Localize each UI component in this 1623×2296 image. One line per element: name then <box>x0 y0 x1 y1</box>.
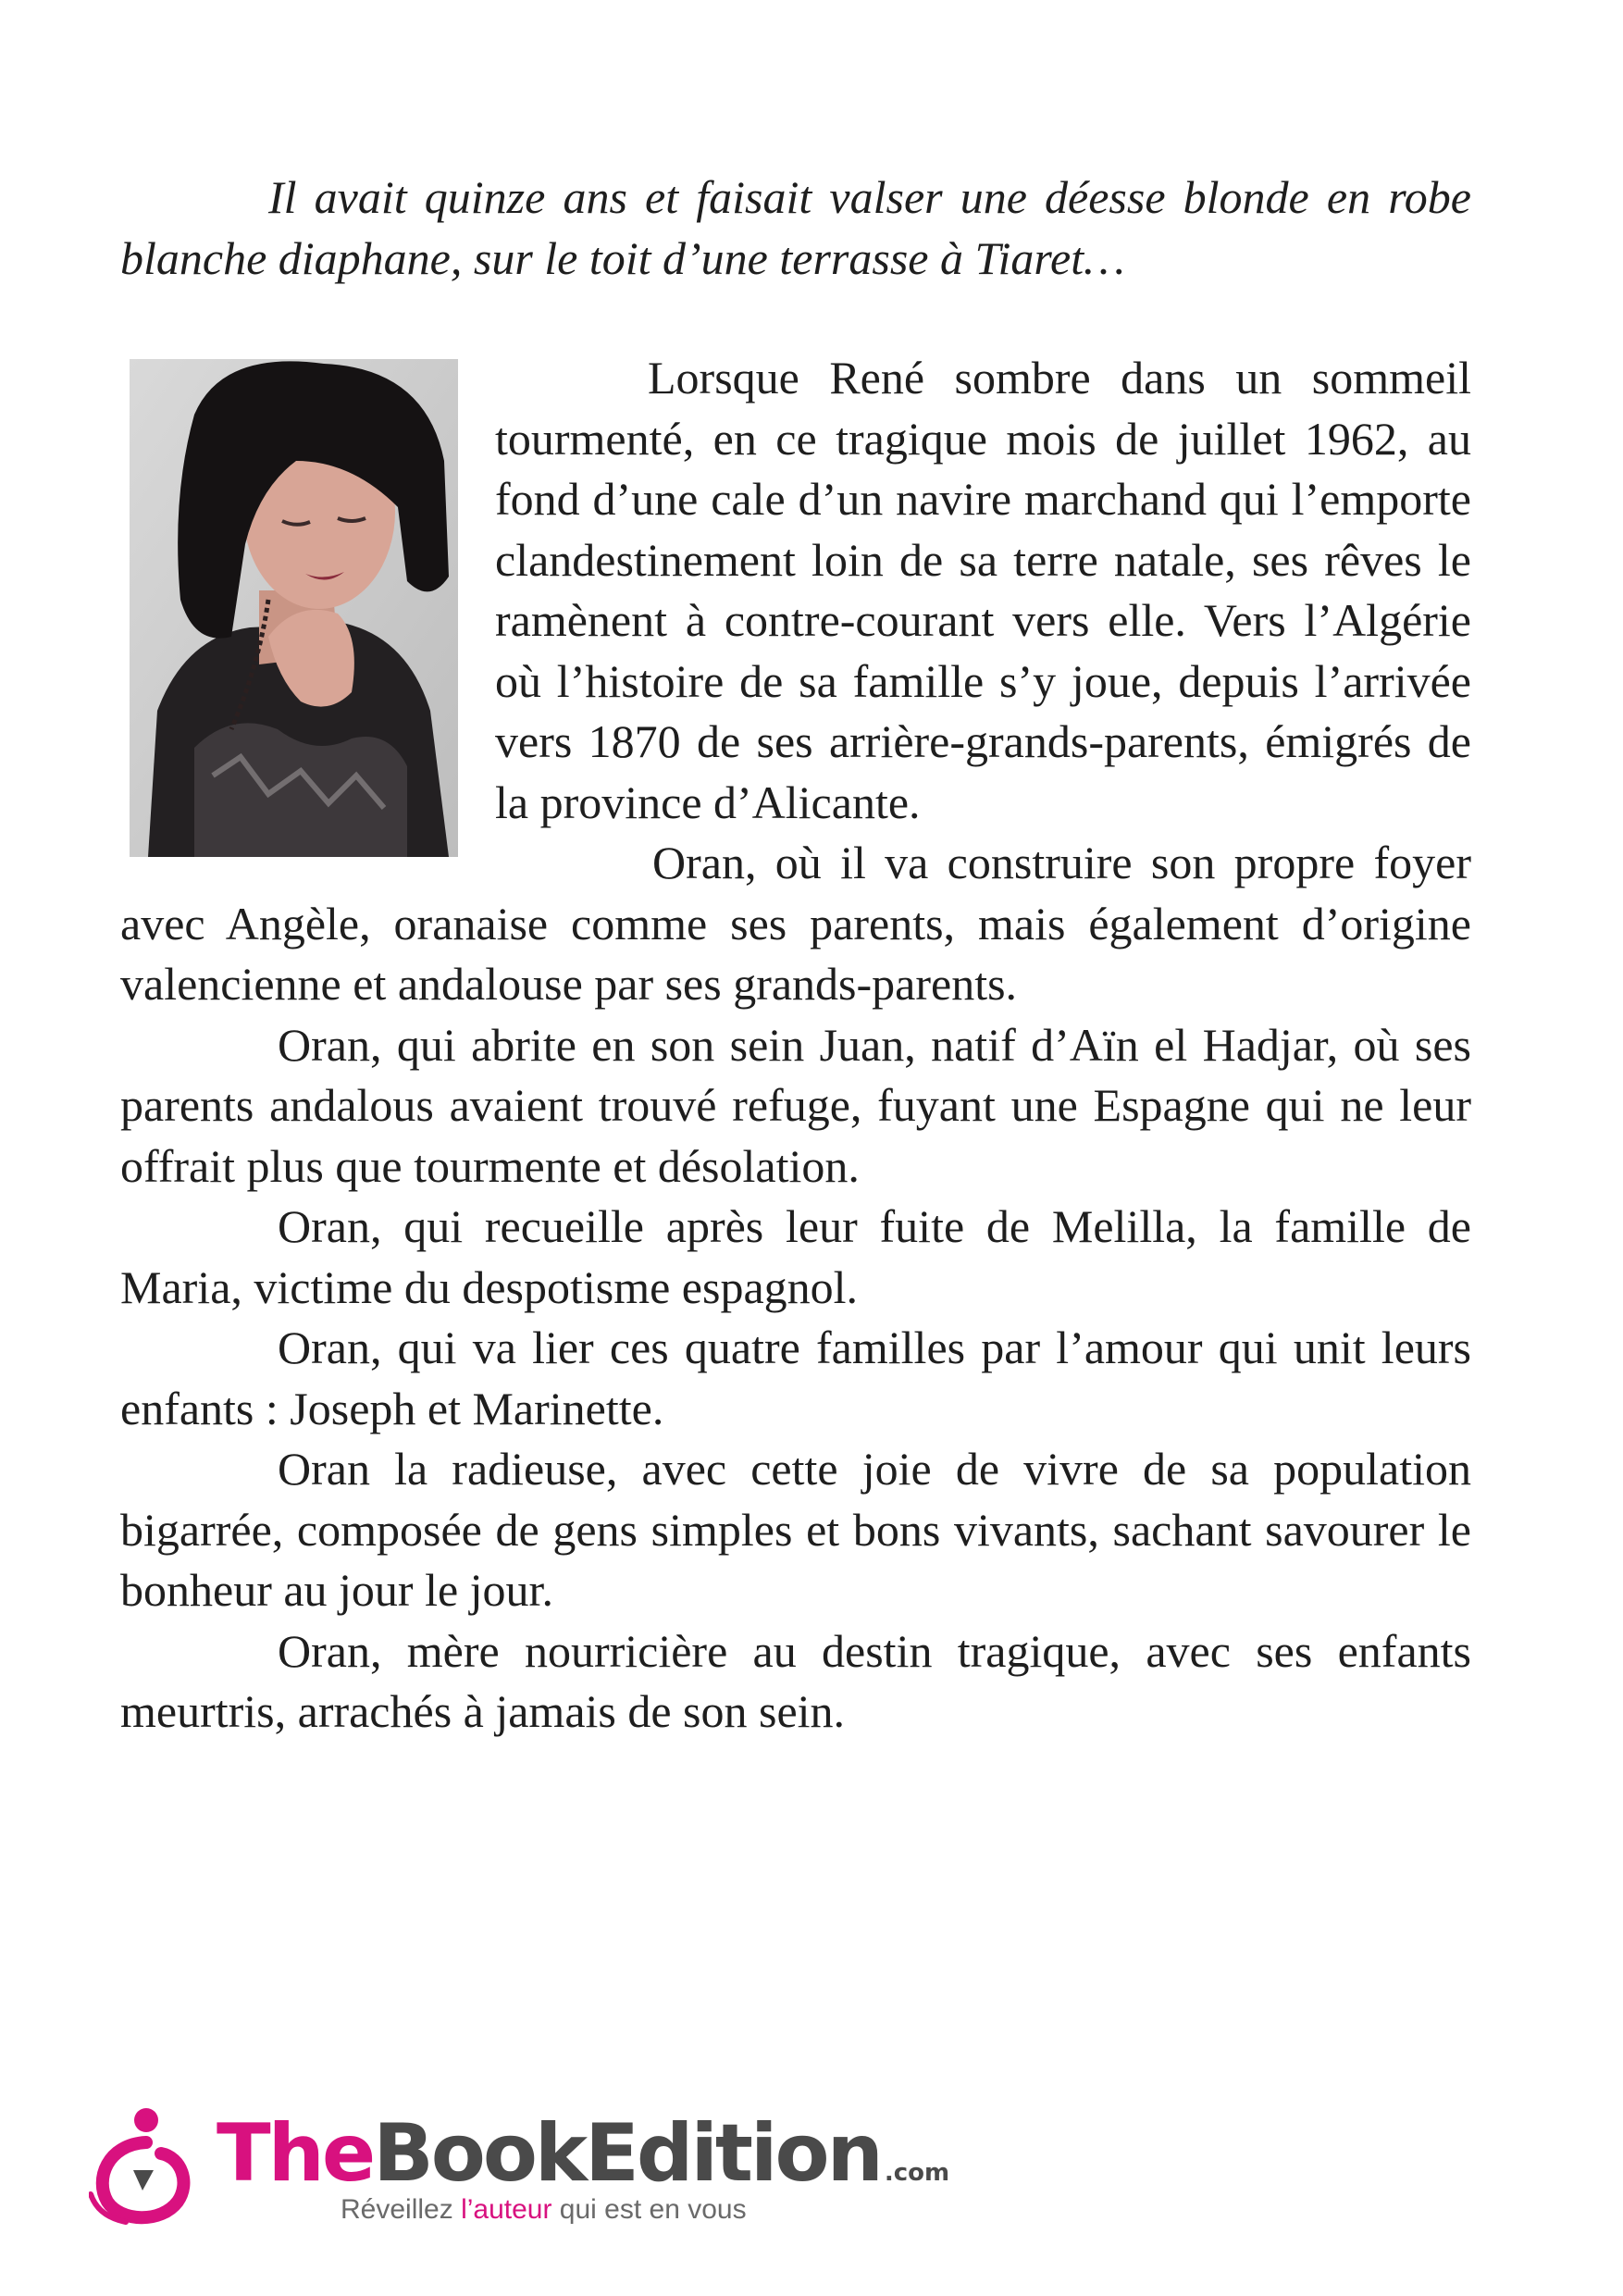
paragraph: Oran, mère nourricière au destin tragique, avec ses enfants meurtris, arrachés à jamais de son sein. <box>120 1624 1471 1737</box>
intro-quote: Il avait quinze ans et faisait valser une déesse blonde en robe blanche diaphane, sur le toit d’une terrasse à Tiaret… <box>120 171 1471 284</box>
paragraph: Oran la radieuse, avec cette joie de vivre de sa population bigarrée, composée de gens simples et bons vivants, sachant savourer le bonheur au jour le jour. <box>120 1443 1471 1616</box>
paragraph: Oran, qui recueille après leur fuite de Melilla, la famille de Maria, victime du despotisme espagnol. <box>120 1200 1471 1313</box>
paragraph: Lorsque René sombre dans un sommeil tourmenté, en ce tragique mois de juillet 1962, au fond d’une cale d’un navire marchand qui l’emporte clandestinement loin de sa terre natale, ses rêves le ramènent à contre-courant vers elle. Vers l’Algérie où l’histoire de sa famille s’y joue, depuis l’arrivée vers 1870 de ses arrière-grands-parents, émigrés de la province d’Alicante. <box>495 352 1471 828</box>
logo-book: Book <box>373 2107 586 2200</box>
tagline-accent: l’auteur <box>461 2194 552 2225</box>
paragraph: Oran, qui abrite en son sein Juan, natif d’Aïn el Hadjar, où ses parents andalous avaient trouvé refuge, fuyant une Espagne qui ne leur offrait plus que tourmente et désolation. <box>120 1018 1471 1192</box>
logo-edition: Edition <box>585 2107 881 2200</box>
logo-tagline <box>341 2194 747 2226</box>
paragraph: Oran, où il va construire son propre foyer avec Angèle, oranaise comme ses parents, mais également d’origine valencienne et andalouse par ses grands-parents. <box>120 837 1471 1010</box>
publisher-logo <box>89 2105 950 2235</box>
logo-the: The <box>217 2107 374 2200</box>
thebookedition-logo-icon <box>89 2105 200 2226</box>
summary-text <box>120 348 1471 1743</box>
author-photo-icon <box>130 359 458 857</box>
paragraph: Oran, qui va lier ces quatre familles par l’amour qui unit leurs enfants : Joseph et Marinette. <box>120 1322 1471 1434</box>
author-photo <box>130 359 458 857</box>
tagline-before: Réveillez <box>341 2194 462 2225</box>
logo-dotcom: .com <box>884 2159 950 2187</box>
tagline-after: qui est en vous <box>551 2194 747 2225</box>
